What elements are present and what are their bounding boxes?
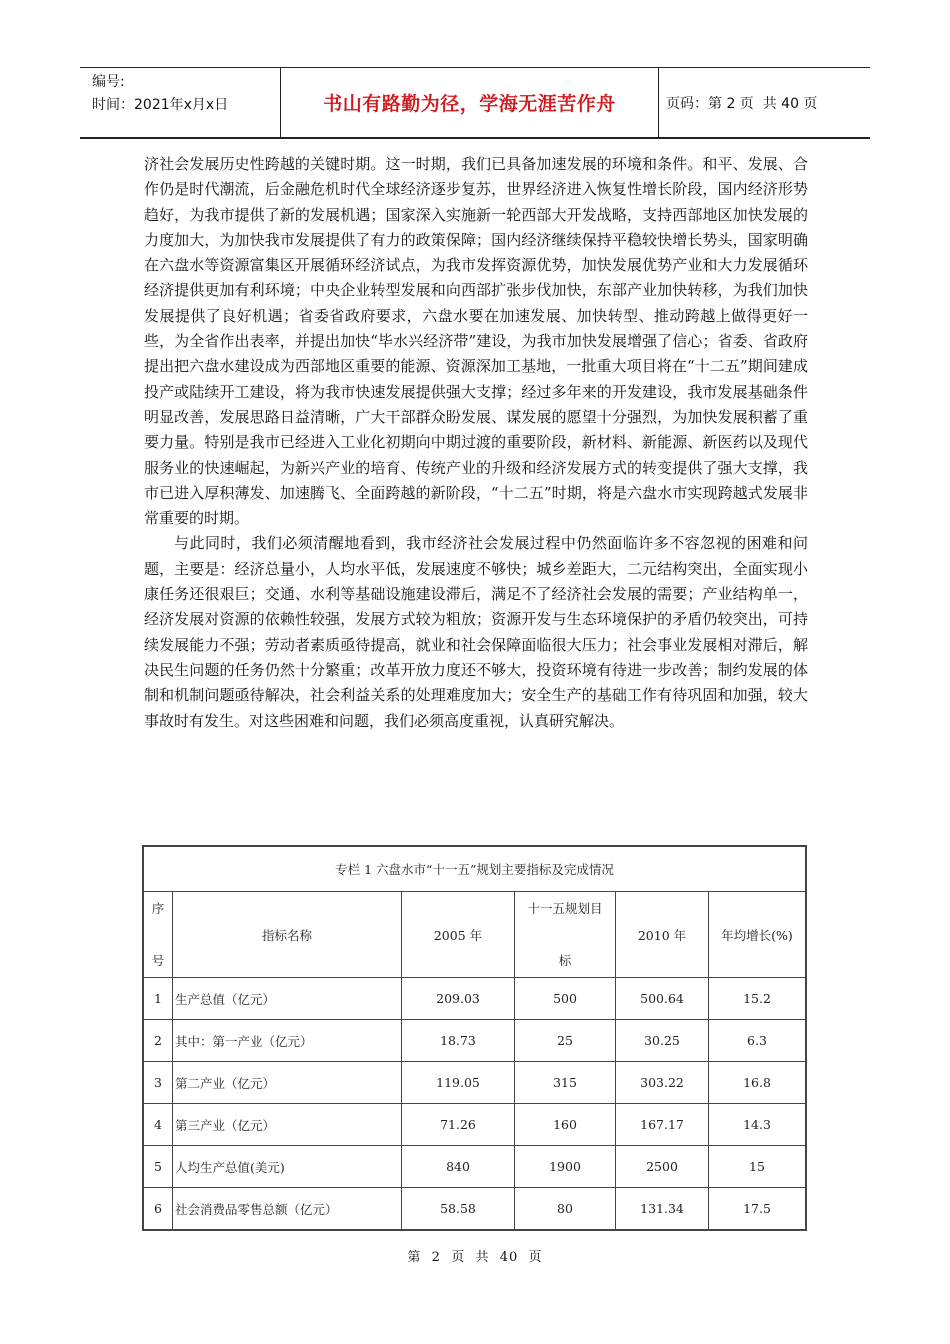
cell-2010: 303.22: [616, 1062, 709, 1104]
table-caption: 专栏 1 六盘水市“十一五”规划主要指标及完成情况: [143, 846, 806, 892]
cell-growth: 15: [709, 1146, 807, 1188]
header-seq: [143, 892, 173, 978]
header-indicator-name: 指标名称: [173, 892, 402, 978]
cell-2005: 209.03: [402, 978, 515, 1020]
page-header: [80, 67, 870, 139]
cell-seq: 2: [143, 1020, 173, 1062]
table-row: [143, 978, 806, 1020]
table-row: [143, 1020, 806, 1062]
cell-growth: 14.3: [709, 1104, 807, 1146]
indicator-table: [142, 845, 807, 1231]
cell-2010: 30.25: [616, 1020, 709, 1062]
body-paragraph-1: 济社会发展历史性跨越的关键时期。这一时期，我们已具备加速发展的环境和条件。和平、发展、合作仍是时代潮流，后金融危机时代全球经济逐步复苏，世界经济进入恢复性增长阶段，国内经济形势趋好，为我市提供了新的发展机遇；国家深入实施新一轮西部大开发战略，支持西部地区加快发展的力度加大，为加快我市发展提供了有力的政策保障；国内经济继续保持平稳较快增长势头，国家明确在六盘水等资源富集区开展循环经济试点，为我市发挥资源优势，加快发展优势产业和大力发展循环经济提供更加有利环境；中央企业转型发展和向西部扩张步伐加快，东部产业加快转移，为我们加快发展提供了良好机遇；省委省政府要求，六盘水要在加速发展、加快转型、推动跨越上做得更好一些，为全省作出表率，并提出加快“毕水兴经济带”建设，为我市加快发展增强了信心；省委、省政府提出把六盘水建设成为西部地区重要的能源、资源深加工基地，一批重大项目将在“十二五”期间建成投产或陆续开工建设，将为我市快速发展提供强大支撑；经过多年来的开发建设，我市发展基础条件明显改善，发展思路日益清晰，广大干部群众盼发展、谋发展的愿望十分强烈，为加快发展积蓄了重要力量。特别是我市已经进入工业化初期向中期过渡的重要阶段，新材料、新能源、新医药以及现代服务业的快速崛起，为新兴产业的培育、传统产业的升级和经济发展方式的转变提供了强大支撑，我市已进入厚积薄发、加速腾飞、全面跨越的新阶段，“十二五”时期，将是六盘水市实现跨越式发展非常重要的时期。: [144, 155, 808, 528]
header-target-line-1: 十一五规划目: [527, 900, 603, 916]
header-page-label: 页码：第 2 页 共 40 页: [666, 95, 818, 112]
cell-growth: 17.5: [709, 1188, 807, 1231]
cell-indicator-name: 生产总值（亿元）: [173, 978, 402, 1020]
cell-2005: 71.26: [402, 1104, 515, 1146]
table-row: [143, 1146, 806, 1188]
footer-page-number: 第 2 页 共 40 页: [407, 1250, 543, 1265]
table-row: [143, 1062, 806, 1104]
cell-indicator-name: 第二产业（亿元）: [173, 1062, 402, 1104]
indicator-table-wrapper: [142, 845, 807, 1225]
cell-target: 25: [515, 1020, 616, 1062]
header-target-line-2: 标: [558, 952, 572, 968]
table-caption-row: [143, 846, 806, 892]
cell-2010: 131.34: [616, 1188, 709, 1231]
header-seq-line-1: 序: [151, 900, 165, 916]
cell-seq: 6: [143, 1188, 173, 1231]
header-page-indicator: [659, 68, 870, 137]
cell-target: 160: [515, 1104, 616, 1146]
cell-indicator-name: 人均生产总值(美元): [173, 1146, 402, 1188]
cell-2010: 500.64: [616, 978, 709, 1020]
header-2010: 2010 年: [616, 892, 709, 978]
cell-indicator-name: 其中：第一产业（亿元）: [173, 1020, 402, 1062]
table-header-row: [143, 892, 806, 978]
body-text: [144, 152, 808, 734]
cell-seq: 5: [143, 1146, 173, 1188]
cell-target: 315: [515, 1062, 616, 1104]
cell-target: 500: [515, 978, 616, 1020]
cell-2005: 58.58: [402, 1188, 515, 1231]
header-motto: 书山有路勤为径，学海无涯苦作舟: [281, 68, 659, 137]
cell-growth: 16.8: [709, 1062, 807, 1104]
document-date-label: 时间：2021年x月x日: [92, 97, 229, 113]
cell-target: 80: [515, 1188, 616, 1231]
cell-seq: 4: [143, 1104, 173, 1146]
cell-2005: 119.05: [402, 1062, 515, 1104]
cell-seq: 1: [143, 978, 173, 1020]
cell-2005: 840: [402, 1146, 515, 1188]
header-2005: 2005 年: [402, 892, 515, 978]
cell-2010: 167.17: [616, 1104, 709, 1146]
cell-2005: 18.73: [402, 1020, 515, 1062]
table-row: [143, 1188, 806, 1231]
cell-indicator-name: 第三产业（亿元）: [173, 1104, 402, 1146]
header-meta: [80, 68, 281, 137]
page-footer: [0, 1246, 950, 1265]
cell-2010: 2500: [616, 1146, 709, 1188]
cell-growth: 6.3: [709, 1020, 807, 1062]
document-number-label: 编号:: [92, 74, 125, 90]
header-target: [515, 892, 616, 978]
cell-indicator-name: 社会消费品零售总额（亿元）: [173, 1188, 402, 1231]
cell-growth: 15.2: [709, 978, 807, 1020]
header-annual-growth: 年均增长(%): [709, 892, 807, 978]
table-row: [143, 1104, 806, 1146]
body-paragraph-2: 与此同时，我们必须清醒地看到，我市经济社会发展过程中仍然面临许多不容忽视的困难和问题，主要是：经济总量小，人均水平低，发展速度不够快；城乡差距大，二元结构突出，全面实现小康任务还很艰巨；交通、水利等基础设施建设滞后，满足不了经济社会发展的需要；产业结构单一，经济发展对资源的依赖性较强，发展方式较为粗放；资源开发与生态环境保护的矛盾仍较突出，可持续发展能力不强；劳动者素质亟待提高，就业和社会保障面临很大压力；社会事业发展相对滞后，解决民生问题的任务仍然十分繁重；改革开放力度还不够大，投资环境有待进一步改善；制约发展的体制和机制问题亟待解决，社会利益关系的处理难度加大；安全生产的基础工作有待巩固和加强，较大事故时有发生。对这些困难和问题，我们必须高度重视，认真研究解决。: [144, 534, 808, 730]
cell-target: 1900: [515, 1146, 616, 1188]
header-seq-line-2: 号: [151, 952, 165, 968]
cell-seq: 3: [143, 1062, 173, 1104]
